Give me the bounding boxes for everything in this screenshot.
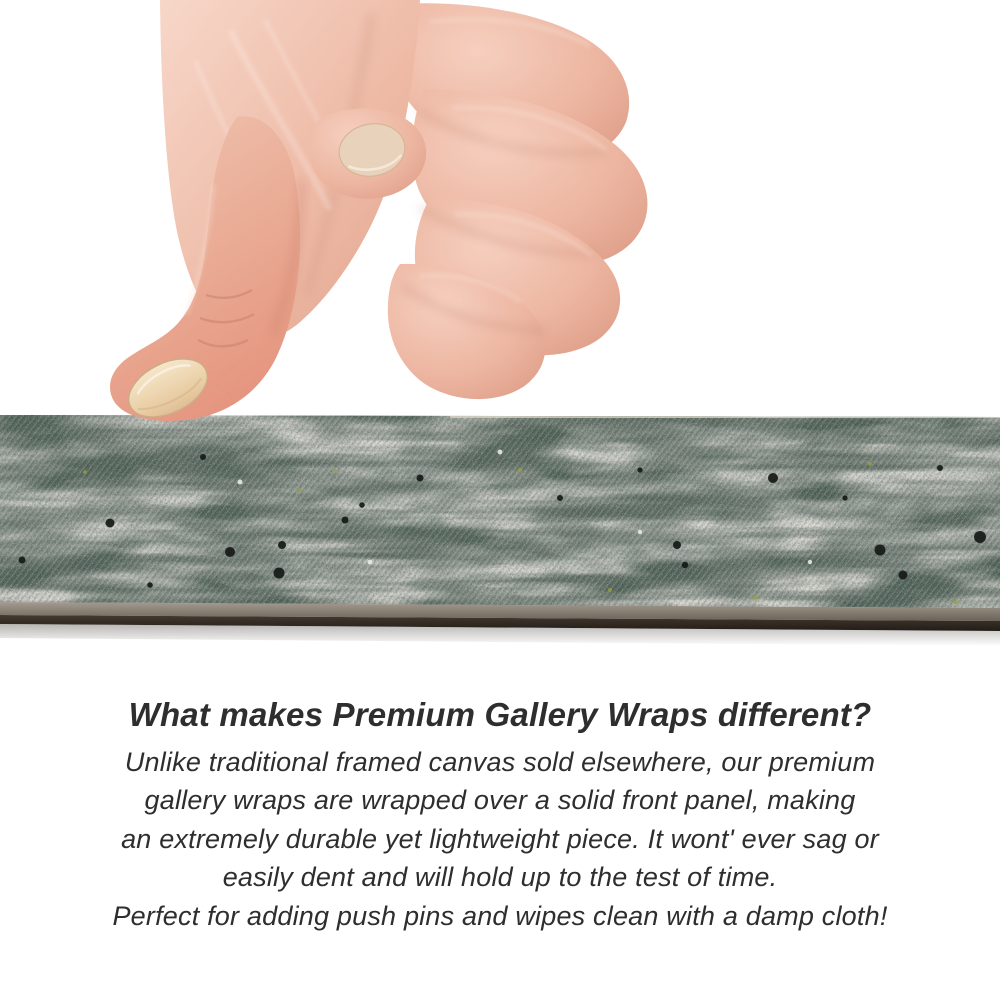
body-line-1: Unlike traditional framed canvas sold elsewhere, our premium	[124, 747, 876, 777]
hand-pressing-illustration	[0, 0, 1000, 446]
heading: What makes Premium Gallery Wraps different?	[128, 696, 872, 733]
canvas-edge-strip	[0, 412, 1000, 652]
body-line-2: gallery wraps are wrapped over a solid front panel, making	[144, 785, 856, 816]
description-text-block	[0, 694, 1000, 935]
index-fingertip	[310, 108, 427, 198]
body-line-4: easily dent and will hold up to the test of time.	[222, 862, 778, 893]
body-line-5: Perfect for adding push pins and wipes clean with a damp cloth!	[112, 900, 888, 931]
body-line-3: an extremely durable yet lightweight piece. It wont' ever sag or	[121, 823, 879, 854]
curled-fingers	[388, 3, 648, 399]
